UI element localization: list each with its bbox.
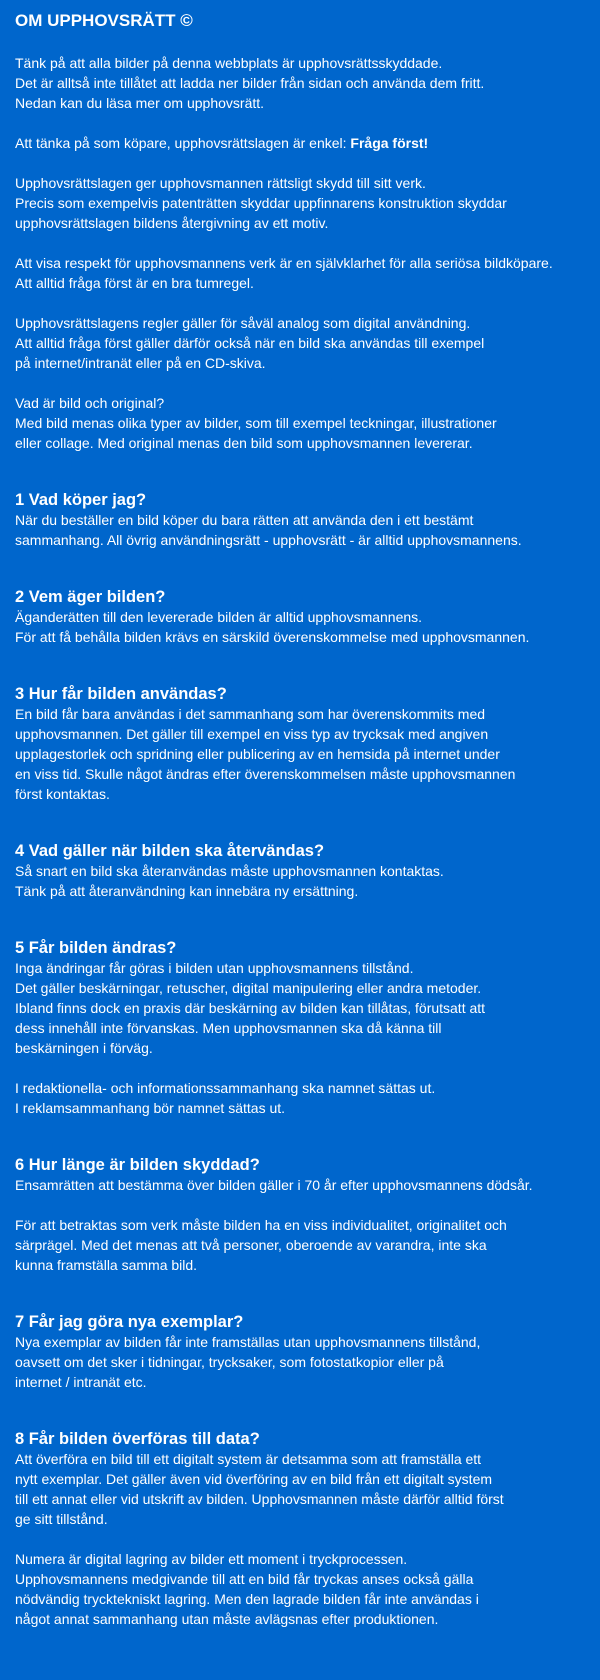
text-line: oavsett om det sker i tidningar, trycksaker, som fotostatkopior eller på xyxy=(15,1354,444,1370)
text-line: Att alltid fråga först gäller därför också när en bild ska användas till exempel xyxy=(15,335,485,351)
text-line: Upphovsmannens medgivande till att en bild får tryckas anses också gälla xyxy=(15,1571,474,1587)
page-title: OM UPPHOVSRÄTT © xyxy=(15,11,193,30)
text-line: sammanhang. All övrig användningsrätt - upphovsrätt - är alltid upphovsmannens. xyxy=(15,532,522,548)
ask-first-lead: Att tänka på som köpare, upphovsrättslagen är enkel: xyxy=(15,135,351,151)
intro-paragraph-2 xyxy=(15,133,585,153)
text-line: en viss tid. Skulle något ändras efter överenskommelsen måste upphovsmannen xyxy=(15,766,516,782)
text-line: upplagestorlek och spridning eller publicering av en hemsida på internet under xyxy=(15,746,500,762)
section-heading: 6 Hur länge är bilden skyddad? xyxy=(15,1156,260,1174)
text-line: För att få behålla bilden krävs en särskild överenskommelse med upphovsmannen. xyxy=(15,629,530,645)
text-line: först kontaktas. xyxy=(15,786,110,802)
section-paragraph xyxy=(15,1332,585,1392)
section-paragraph xyxy=(15,1175,585,1195)
text-line: upphovsrättslagen bildens återgivning av ett motiv. xyxy=(15,215,329,231)
section-paragraph xyxy=(15,1078,585,1118)
text-line: När du beställer en bild köper du bara rätten att använda den i ett bestämt xyxy=(15,512,474,528)
text-line: I redaktionella- och informationssammanhang ska namnet sättas ut. xyxy=(15,1080,436,1096)
faq-section xyxy=(15,684,585,804)
text-line: Nedan kan du läsa mer om upphovsrätt. xyxy=(15,95,265,111)
faq-section xyxy=(15,587,585,647)
section-heading: 2 Vem äger bilden? xyxy=(15,588,166,606)
text-line: upphovsmannen. Det gäller till exempel en viss typ av trycksak med angiven xyxy=(15,726,489,742)
text-line: på internet/intranät eller på en CD-skiva. xyxy=(15,355,266,371)
text-line: För att betraktas som verk måste bilden ha en viss individualitet, originalitet och xyxy=(15,1217,507,1233)
section-paragraph xyxy=(15,1449,585,1529)
faq-section xyxy=(15,1429,585,1629)
section-paragraph xyxy=(15,607,585,647)
text-line: Med bild menas olika typer av bilder, som till exempel teckningar, illustrationer xyxy=(15,415,497,431)
section-heading: 4 Vad gäller när bilden ska återvändas? xyxy=(15,842,325,860)
text-line: beskärningen i förväg. xyxy=(15,1040,153,1056)
section-heading: 5 Får bilden ändras? xyxy=(15,939,177,957)
text-line: eller collage. Med original menas den bild som upphovsmannen levererar. xyxy=(15,435,473,451)
section-paragraph xyxy=(15,510,585,550)
intro-paragraph-6 xyxy=(15,393,585,453)
faq-section xyxy=(15,490,585,550)
text-line: Att alltid fråga först är en bra tumregel. xyxy=(15,275,254,291)
text-line: Det gäller beskärningar, retuscher, digital manipulering eller andra metoder. xyxy=(15,980,482,996)
text-line: nytt exemplar. Det gäller även vid överföring av en bild från ett digitalt system xyxy=(15,1471,493,1487)
ask-first-emphasis: Fråga först! xyxy=(350,135,429,151)
faq-section xyxy=(15,841,585,901)
text-line: Äganderätten till den levererade bilden är alltid upphovsmannens. xyxy=(15,609,423,625)
section-heading: 7 Får jag göra nya exemplar? xyxy=(15,1313,244,1331)
text-line: nödvändig trycktekniskt lagring. Men den lagrade bilden får inte användas i xyxy=(15,1591,479,1607)
text-line: särprägel. Med det menas att två personer, oberoende av varandra, inte ska xyxy=(15,1237,487,1253)
intro-paragraph-1 xyxy=(15,53,585,113)
text-line: Så snart en bild ska återanvändas måste upphovsmannen kontaktas. xyxy=(15,863,444,879)
section-heading: 3 Hur får bilden användas? xyxy=(15,685,227,703)
intro-paragraph-5 xyxy=(15,313,585,373)
text-line: Numera är digital lagring av bilder ett moment i tryckprocessen. xyxy=(15,1551,408,1567)
section-heading: 1 Vad köper jag? xyxy=(15,491,147,509)
text-line: dess innehåll inte förvanskas. Men upphovsmannen ska då känna till xyxy=(15,1020,442,1036)
text-line: Upphovsrättslagens regler gäller för såväl analog som digital användning. xyxy=(15,315,471,331)
intro-paragraph-3 xyxy=(15,173,585,233)
text-line: Vad är bild och original? xyxy=(15,395,165,411)
text-line: Tänk på att alla bilder på denna webbplats är upphovsrättsskyddade. xyxy=(15,55,443,71)
text-line: Att överföra en bild till ett digitalt system är detsamma som att framställa ett xyxy=(15,1451,482,1467)
section-paragraph xyxy=(15,958,585,1058)
text-line: något annat sammanhang utan måste avlägsnas efter produktionen. xyxy=(15,1611,439,1627)
text-line: En bild får bara användas i det sammanhang som har överenskommits med xyxy=(15,706,486,722)
text-line: internet / intranät etc. xyxy=(15,1374,147,1390)
text-line: Precis som exempelvis patenträtten skyddar uppfinnarens konstruktion skyddar xyxy=(15,195,507,211)
section-paragraph xyxy=(15,704,585,804)
section-heading: 8 Får bilden överföras till data? xyxy=(15,1430,260,1448)
text-line: Ensamrätten att bestämma över bilden gäller i 70 år efter upphovsmannens dödsår. xyxy=(15,1177,533,1193)
section-paragraph xyxy=(15,861,585,901)
section-paragraph xyxy=(15,1549,585,1629)
text-line: till ett annat eller vid utskrift av bilden. Upphovsmannen måste därför alltid först xyxy=(15,1491,504,1507)
text-line: Det är alltså inte tillåtet att ladda ner bilder från sidan och använda dem fritt. xyxy=(15,75,485,91)
text-line: Ibland finns dock en praxis där beskärning av bilden kan tillåtas, förutsatt att xyxy=(15,1000,486,1016)
text-line: Upphovsrättslagen ger upphovsmannen rättsligt skydd till sitt verk. xyxy=(15,175,426,191)
faq-section xyxy=(15,1312,585,1392)
text-line: ge sitt tillstånd. xyxy=(15,1511,108,1527)
text-line: Tänk på att återanvändning kan innebära ny ersättning. xyxy=(15,883,359,899)
text-line xyxy=(15,133,585,153)
text-line: Inga ändringar får göras i bilden utan upphovsmannens tillstånd. xyxy=(15,960,414,976)
section-paragraph xyxy=(15,1215,585,1275)
faq-sections xyxy=(15,453,585,1629)
intro-paragraph-4 xyxy=(15,253,585,293)
text-line: I reklamsammanhang bör namnet sättas ut. xyxy=(15,1100,286,1116)
text-line: Nya exemplar av bilden får inte framställas utan upphovsmannens tillstånd, xyxy=(15,1334,481,1350)
text-line: kunna framställa samma bild. xyxy=(15,1257,198,1273)
faq-section xyxy=(15,1155,585,1275)
faq-section xyxy=(15,938,585,1118)
text-line: Att visa respekt för upphovsmannens verk är en självklarhet för alla seriösa bildköpare. xyxy=(15,255,553,271)
